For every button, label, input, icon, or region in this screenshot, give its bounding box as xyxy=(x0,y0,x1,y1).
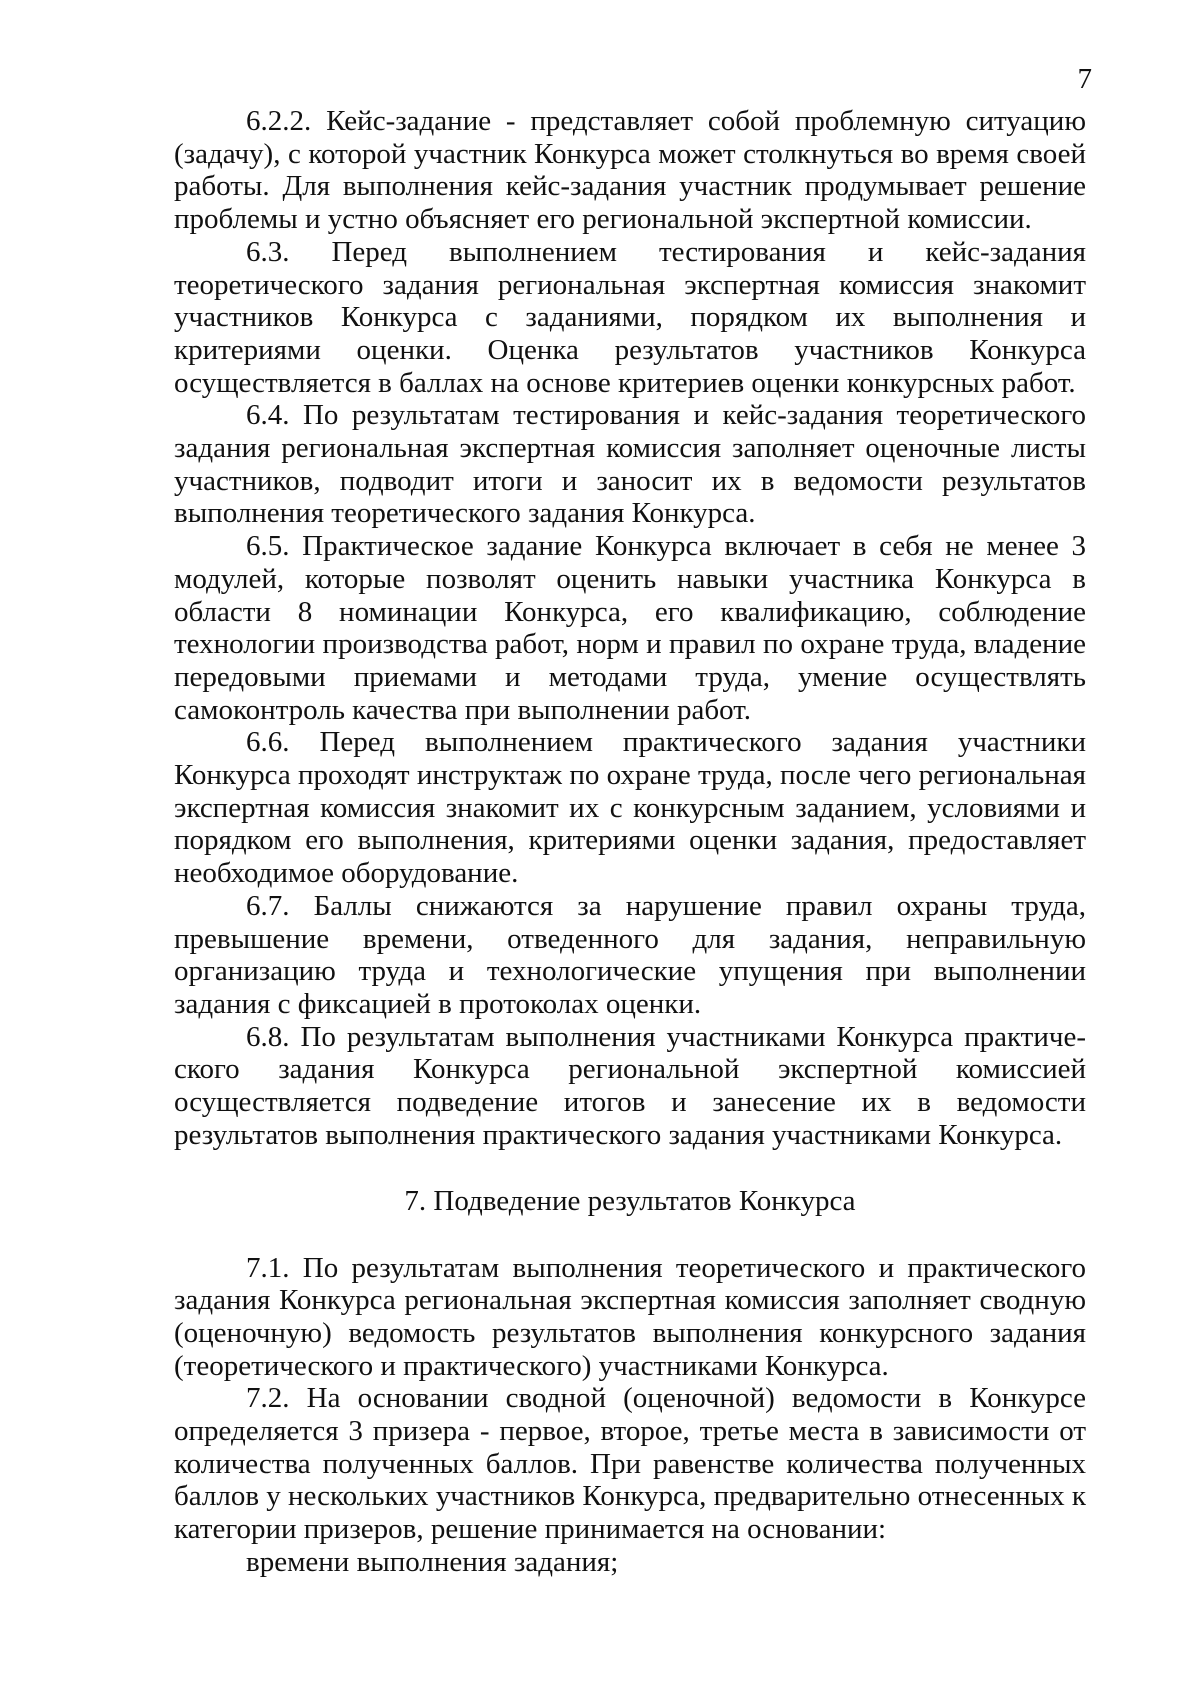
list-item-criterion: времени выполнения задания; xyxy=(246,1545,619,1578)
paragraph-6-6: 6.6. Перед выполнением практического задания участники Конкурса проходят инструктаж по охране труда, после чего региональная экспертная комиссия знакомит их с конкурсным заданием, условиями и порядком его выполнения, критериями оценки задания, предоставляет необходимое оборудование. xyxy=(174,726,1086,890)
paragraph-6-2-2: 6.2.2. Кейс-задание - представляет собой проблемную ситуацию (задачу), с которой участник Конкурса может столкнуться во время своей работы. Для выполнения кейс-задания участник продумывает решение проблемы и устно объясняет его региональной экспертной комиссии. xyxy=(174,105,1086,236)
paragraph-7-2: 7.2. На основании сводной (оценочной) ведомости в Конкурсе определяется 3 призера - первое, второе, третье места в зависимости от количества полученных баллов. При равенстве количества полученных баллов у нескольких участников Конкурса, предварительно отнесенных к категории призеров, решение принимается на основании: xyxy=(174,1382,1086,1546)
paragraph-6-4: 6.4. По результатам тестирования и кейс-задания теоретического задания региональная экспертная комиссия заполняет оценочные листы участников, подводит итоги и заносит их в ведомости результатов выполнения теоретического задания Конкурса. xyxy=(174,399,1086,530)
section-7-heading: 7. Подведение результатов Конкурса xyxy=(404,1184,856,1217)
page-body xyxy=(174,105,1086,1579)
paragraph-7-1: 7.1. По результатам выполнения теоретического и практического задания Конкурса региональная экспертная комиссия заполняет сводную (оценочную) ведомость результатов выполнения конкурсного задания (теоретического и практического) участниками Конкурса. xyxy=(174,1251,1086,1382)
paragraph-6-5: 6.5. Практическое задание Конкурса включает в себя не менее 3 модулей, которые позволят оценить навыки участника Конкурса в области 8 номинации Конкурса, его квалификацию, соблюдение технологии производства работ, норм и правил по охране труда, владение передовыми приемами и методами труда, умение осуществлять самоконтроль качества при выполнении работ. xyxy=(174,530,1086,726)
paragraph-6-3: 6.3. Перед выполнением тестирования и кейс-задания теоретического задания региональная экспертная комиссия знакомит участников Конкурса с заданиями, порядком их выполнения и критериями оценки. Оценка результатов участников Конкурса осуществляется в баллах на основе критериев оценки конкурсных работ. xyxy=(174,235,1086,399)
paragraph-6-7: 6.7. Баллы снижаются за нарушение правил охраны труда, превышение времени, отведенного для задания, неправильную организацию труда и технологические упущения при выполнении задания с фиксацией в протоколах оценки. xyxy=(174,889,1086,1020)
paragraph-6-8: 6.8. По результатам выполнения участниками Конкурса практического задания Конкурса региональной экспертной комиссией осуществляется подведение итогов и занесение их в ведомости результатов выполнения практического задания участниками Конкурса. xyxy=(174,1020,1086,1151)
page-number: 7 xyxy=(1077,63,1092,95)
